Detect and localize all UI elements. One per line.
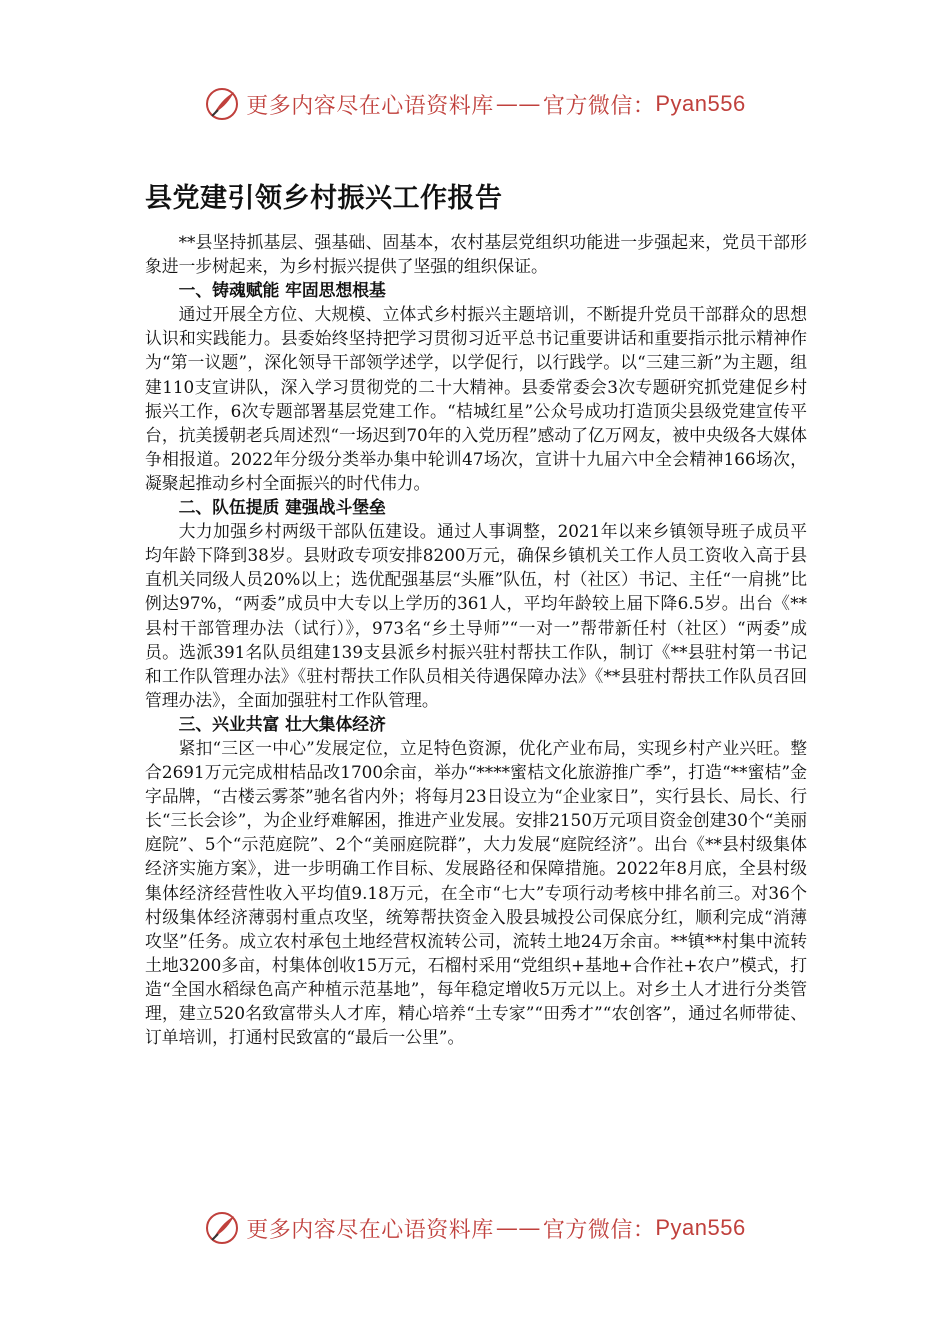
banner-wechat-label: 官方微信： xyxy=(542,93,656,119)
banner-wechat-label: 官方微信： xyxy=(542,1217,656,1243)
section-2-paragraph: 大力加强乡村两级干部队伍建设。通过人事调整，2021年以来乡镇领导班子成员平均年龄下降到38岁。县财政专项安排8200万元，确保乡镇机关工作人员工资收入高于县直机关同级人员20%以上；选优配强基层“头雁”队伍，村（社区）书记、主任“一肩挑”比例达97%，“两委”成员中大专以上学历的361人，平均年龄较上届下降6.5岁。出台《**县村干部管理办法（试行）》，973名“乡土导师”“一对一”帮带新任村（社区）“两委”成员。选派391名队员组建139支县派乡村振兴驻村帮扶工作队，制订《**县驻村第一书记和工作队管理办法》《驻村帮扶工作队员相关待遇保障办法》《**县驻村帮扶工作队员召回管理办法》，全面加强驻村工作队管理。 xyxy=(145,521,807,710)
header-banner xyxy=(0,82,950,126)
banner-separator: —— xyxy=(495,91,541,117)
section-3-heading: 三、兴业共富 壮大集体经济 xyxy=(178,713,386,734)
banner-wechat-id: Pyan556 xyxy=(655,91,746,116)
banner-main-text: 更多内容尽在心语资料库 xyxy=(246,1217,494,1243)
banner-separator: —— xyxy=(495,1215,541,1241)
footer-banner xyxy=(0,1206,950,1250)
section-1-paragraph: 通过开展全方位、大规模、立体式乡村振兴主题培训，不断提升党员干部群众的思想认识和实践能力。县委始终坚持把学习贯彻习近平总书记重要讲话和重要指示批示精神作为“第一议题”，深化领导干部领学述学，以学促行，以行践学。以“三建三新”为主题，组建110支宣讲队，深入学习贯彻党的二十大精神。县委常委会3次专题研究抓党建促乡村振兴工作，6次专题部署基层党建工作。“桔城红星”公众号成功打造顶尖县级党建宣传平台，抗美援朝老兵周述烈“一场迟到70年的入党历程”感动了亿万网友，被中央级各大媒体争相报道。2022年分级分类举办集中轮训47场次，宣讲十九届六中全会精神166场次，凝聚起推动乡村全面振兴的时代伟力。 xyxy=(145,304,807,493)
section-2-heading: 二、队伍提质 建强战斗堡垒 xyxy=(178,497,386,518)
section-3-paragraph: 紧扣“三区一中心”发展定位，立足特色资源，优化产业布局，实现乡村产业兴旺。整合2691万元完成柑桔品改1700余亩，举办“****蜜桔文化旅游推广季”，打造“**蜜桔”金字品牌，“古楼云雾茶”驰名省内外；将每月23日设立为“企业家日”，实行县长、局长、行长“三长会诊”，为企业纾难解困，推进产业发展。安排2150万元项目资金创建30个“美丽庭院”、5个“示范庭院”、2个“美丽庭院群”，大力发展“庭院经济”。出台《**县村级集体经济实施方案》，进一步明确工作目标、发展路径和保障措施。2022年8月底，全县村级集体经济经营性收入平均值9.18万元，在全市“七大”专项行动考核中排名前三。对36个村级集体经济薄弱村重点攻坚，统筹帮扶资金入股县城投公司保底分红，顺利完成“消薄攻坚”任务。成立农村承包土地经营权流转公司，流转土地24万余亩。**镇**村集中流转土地3200多亩，村集体创收15万元，石榴村采用“党组织+基地+合作社+农户”模式，打造“全国水稻绿色高产种植示范基地”，每年稳定增收5万元以上。对乡土人才进行分类管理，建立520名致富带头人才库，精心培养“土专家”“田秀才”“农创客”，通过名师带徒、订单培训，打通村民致富的“最后一公里”。 xyxy=(145,737,807,1048)
banner-main-text: 更多内容尽在心语资料库 xyxy=(246,93,494,119)
section-1-heading: 一、铸魂赋能 牢固思想根基 xyxy=(178,280,386,301)
page-title: 县党建引领乡村振兴工作报告 xyxy=(145,183,503,214)
quill-logo-icon xyxy=(204,1210,240,1246)
banner-wechat-id: Pyan556 xyxy=(655,1215,746,1240)
intro-paragraph: **县坚持抓基层、强基础、固基本，农村基层党组织功能进一步强起来，党员干部形象进一步树起来，为乡村振兴提供了坚强的组织保证。 xyxy=(145,232,807,277)
document-body xyxy=(145,230,807,1049)
quill-logo-icon xyxy=(204,86,240,122)
